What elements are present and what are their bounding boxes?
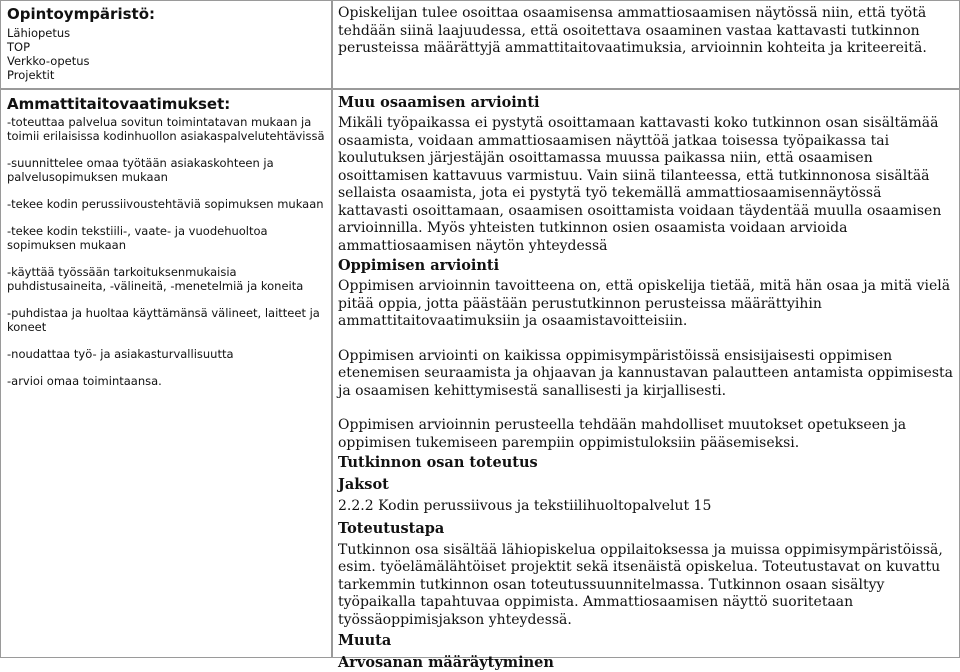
skill-item: -käyttää työssään tarkoituksenmukaisia puhdistusaineita, -välineitä, -menetelmiä ja koneita (7, 265, 304, 293)
learning-assessment-title: Oppimisen arviointi (338, 257, 500, 274)
environment-item: TOP (7, 40, 31, 54)
learning-environment-cell (0, 0, 332, 89)
assessment-cell (332, 89, 960, 671)
skill-item: -puhdistaa ja huoltaa käyttämänsä välineet, laitteet ja koneet (7, 306, 320, 334)
periods-title: Jaksot (338, 476, 389, 493)
environment-item: Projektit (7, 68, 55, 82)
skill-item: -tekee kodin tekstiili-, vaate- ja vuodehuoltoa sopimuksen mukaan (7, 224, 268, 252)
grading-title: Arvosanan määräytyminen (338, 654, 554, 671)
delivery-title: Toteutustapa (338, 519, 445, 537)
environment-item: Verkko-opetus (7, 54, 90, 68)
other-assessment-text: Mikäli työpaikassa ei pystytä osoittamaan kattavasti koko tutkinnon osan sisältämää osaamista, voidaan ammattiosaamisen näyttöä jatkaa toisessa työpaikassa tai koulutuksen järjestäjän osoittamassa muussa paikassa niin, että osaamisen osoittamisen kattavuus varmistuu. Vain siinä tilanteessa, että tutkinnonosa sisältää sellaista osaamista, jota ei pystytä työ tekemällä ammattiosaamisennäytössä kattavasti osoittamaan, osaamisen osoittamista voidaan täydentää muulla osaamisen arvioinnilla. Myös yhteisten tutkinnon osien osaamista voidaan arvioida ammattiosaamisen näytön yhteydessä (338, 115, 942, 254)
skill-requirements-title: Ammattitaitovaatimukset: (7, 95, 231, 113)
environment-item: Lähiopetus (7, 26, 71, 40)
skill-item: -suunnittelee omaa työtään asiakaskohteen ja palvelusopimuksen mukaan (7, 156, 274, 184)
skill-item: -noudattaa työ- ja asiakasturvallisuutta (7, 347, 234, 361)
learning-assessment-paragraph: Oppimisen arviointi on kaikissa oppimisympäristöissä ensisijaisesti oppimisen etenemisen seuraamista ja ohjaavan ja kannustavan palautteen antamista oppimisesta ja osaamisen kehittymisestä sanallisesti ja kirjallisesti. (338, 347, 954, 399)
learning-environment-title: Opintoympäristö: (7, 5, 155, 23)
learning-assessment-paragraph: Oppimisen arvioinnin perusteella tehdään mahdolliset muutokset opetukseen ja oppimisen tukemiseen parempiin oppimistuloksiin pääsemiseksi. (338, 417, 907, 451)
other-assessment-title: Muu osaamisen arviointi (338, 94, 540, 111)
skill-item: -arvioi omaa toimintaansa. (7, 374, 162, 388)
intro-text: Opiskelijan tulee osoittaa osaamisensa ammattiosaamisen näytössä niin, että työtä tehdään siinä laajuudessa, että osoitettava osaaminen vastaa kattavasti tutkinnon perusteissa määrättyjä ammattitaitovaatimuksia, arvioinnin kohteita ja kriteereitä. (338, 5, 927, 56)
delivery-text: Tutkinnon osa sisältää lähiopiskelua oppilaitoksessa ja muissa oppimisympäristöissä, esim. työelämälähtöiset projektit sekä itsenäistä opiskelua. Toteutustavat on kuvattu tarkemmin tutkinnon osan toteutussuunnitelmassa. Tutkinnon osaan sisältyy työpaikalla tapahtuvaa oppimista. Ammattiosaamisen näyttö suoritetaan työssäoppimisjakson yhteydessä. (338, 541, 943, 628)
skill-item: -toteuttaa palvelua sovitun toimintatavan mukaan ja toimii erilaisissa kodinhuollon asiakaspalvelutehtävissä (7, 115, 325, 143)
skill-requirements-cell (0, 89, 332, 658)
implementation-title: Tutkinnon osan toteutus (338, 454, 538, 471)
skill-item: -tekee kodin perussiivoustehtäviä sopimuksen mukaan (7, 197, 324, 211)
intro-cell (332, 0, 960, 89)
learning-assessment-paragraph: Oppimisen arvioinnin tavoitteena on, että opiskelija tietää, mitä hän osaa ja mitä vielä pitää oppia, jotta päästään perustutkinnon perusteissa määrättyihin ammattitaitovaatimuksiin ja osaamistavoitteisiin. (338, 278, 951, 329)
misc-title: Muuta (338, 632, 392, 649)
period-item: 2.2.2 Kodin perussiivous ja tekstiilihuoltopalvelut 15 (338, 498, 712, 514)
